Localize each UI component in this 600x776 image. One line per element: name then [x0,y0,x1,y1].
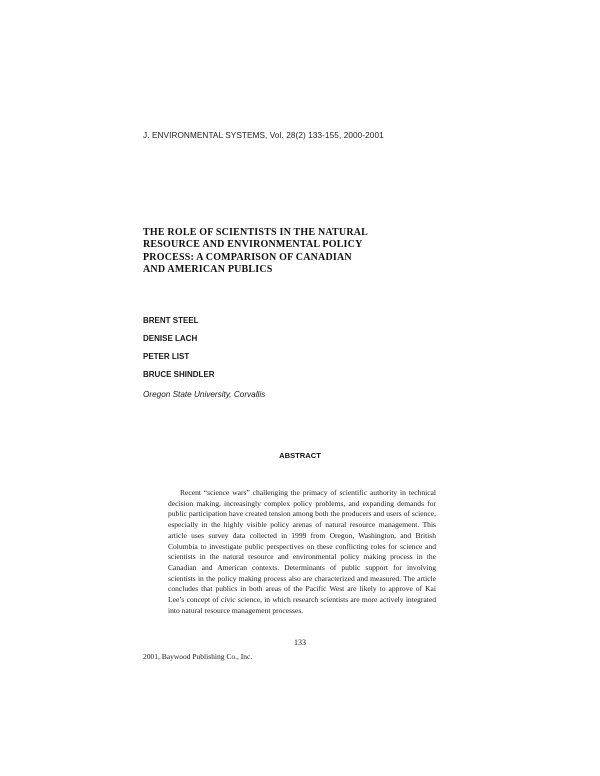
title-line: PROCESS: A COMPARISON OF CANADIAN [143,251,352,263]
title-line: AND AMERICAN PUBLICS [143,263,273,275]
article-title [143,227,423,276]
author-name: BRUCE SHINDLER [143,370,215,379]
abstract-heading: ABSTRACT [279,451,321,460]
author-name: PETER LIST [143,352,190,361]
page-number: 133 [294,638,306,647]
copyright-notice: 2001, Baywood Publishing Co., Inc. [143,652,253,661]
title-line: RESOURCE AND ENVIRONMENTAL POLICY [143,239,363,251]
author-name: DENISE LACH [143,334,198,343]
journal-citation: J. ENVIRONMENTAL SYSTEMS, Vol. 28(2) 133-155, 2000-2001 [143,131,384,140]
affiliation: Oregon State University, Corvallis [143,390,266,399]
author-name: BRENT STEEL [143,316,199,325]
title-line: THE ROLE OF SCIENTISTS IN THE NATURAL [143,227,369,238]
abstract-text: Recent “science wars” challenging the primacy of scientific authority in technical decision making, increasingly complex policy problems, and expanding demands for public participation have created tension among both the producers and users of science, especially in the highly visible policy arenas of natural resource management. This article uses survey data collected in 1999 from Oregon, Washington, and British Columbia to investigate public perspectives on these conflicting roles for science and scientists in the natural resource and environmental policy making process in the Canadian and American contexts. Determinants of public support for involving scientists in the policy making process also are characterized and measured. The article concludes that publics in both areas of the Pacific West are likely to approve of Kai Lee’s concept of civic science, in which research scientists are more actively integrated into natural resource management processes. [168,488,436,615]
